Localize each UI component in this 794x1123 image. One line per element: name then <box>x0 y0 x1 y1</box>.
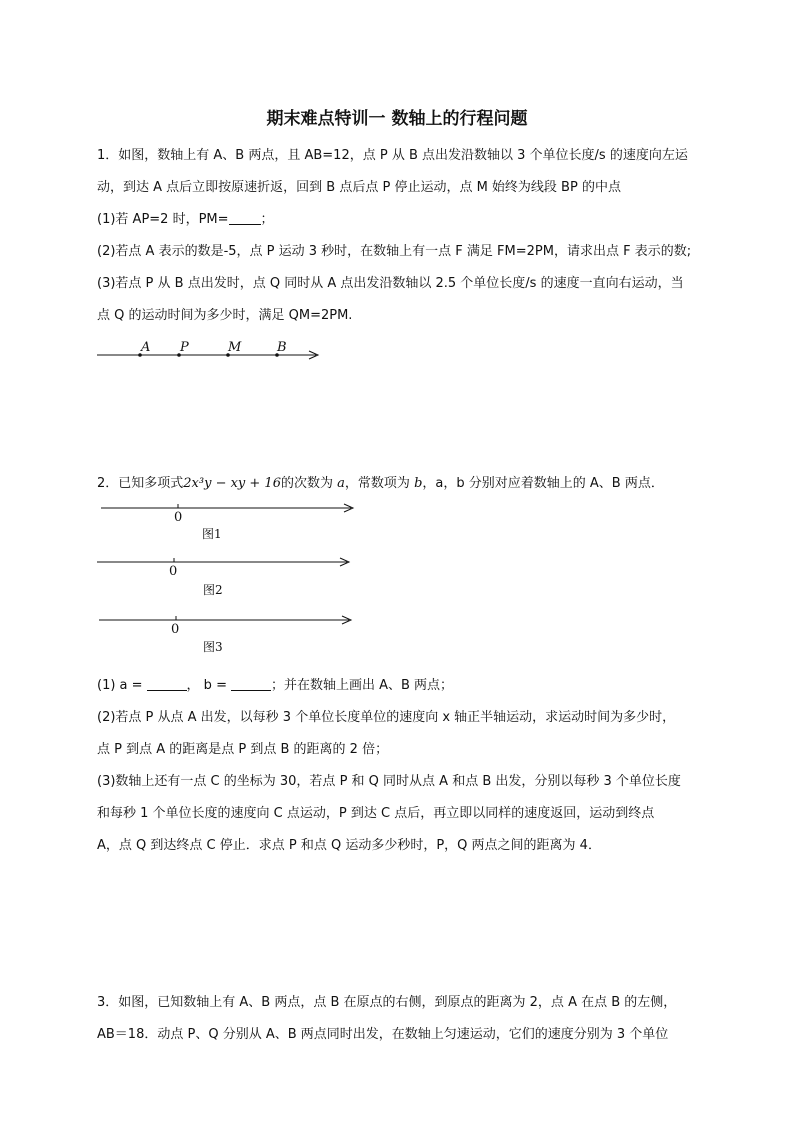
page-title: 期末难点特训一 数轴上的行程问题 <box>266 109 528 129</box>
q2-axis-2-zero: 0 <box>169 564 178 579</box>
q2-var-a: a <box>337 476 345 491</box>
q2-part1-a-blank <box>147 677 187 691</box>
q1-stem-line1: 1．如图，数轴上有 A、B 两点，且 AB=12，点 P 从 B 点出发沿数轴以 3 个单位长度/s 的速度向左运 <box>97 148 688 163</box>
q1-label-p: P <box>180 340 189 355</box>
q1-part3-line1: (3)若点 P 从 B 点出发时，点 Q 同时从 A 点出发沿数轴以 2.5 个单位长度/s 的速度一直向右运动，当 <box>97 276 684 291</box>
q2-polynomial: 2x³y − xy + 16 <box>183 476 281 491</box>
q2-caption-2: 图2 <box>203 583 223 597</box>
q2-stem-mid: 的次数为 <box>280 476 333 491</box>
q2-stem-post: ，a，b 分别对应着数轴上的 A、B 两点． <box>422 476 664 491</box>
q1-label-b: B <box>277 340 287 355</box>
q3-stem-line2: AB＝18．动点 P、Q 分别从 A、B 两点同时出发，在数轴上匀速运动，它们的速度分别为 3 个单位 <box>97 1027 669 1042</box>
q1-part2: (2)若点 A 表示的数是-5，点 P 运动 3 秒时，在数轴上有一点 F 满足 FM=2PM，请求出点 F 表示的数; <box>97 244 692 259</box>
q2-stem-mid2: ，常数项为 <box>344 476 410 491</box>
q2-axis-1-zero: 0 <box>174 510 183 525</box>
q2-part3-line2: 和每秒 1 个单位长度的速度向 C 点运动，P 到达 C 点后，再立即以同样的速度返回，运动到终点 <box>97 806 655 821</box>
q2-stem <box>97 475 664 493</box>
q2-caption-1: 图1 <box>202 527 222 541</box>
q2-caption-3: 图3 <box>203 640 223 654</box>
q1-label-m: M <box>228 340 242 355</box>
q1-part1-end: ； <box>260 212 274 227</box>
q2-part1-post: ；并在数轴上画出 A、B 两点； <box>270 678 454 693</box>
q2-part3-line1: (3)数轴上还有一点 C 的坐标为 30，若点 P 和 Q 同时从点 A 和点 B 出发，分别以每秒 3 个单位长度 <box>97 774 681 789</box>
q2-axis-3-zero: 0 <box>171 622 180 637</box>
q2-part3-line3: A，点 Q 到达终点 C 停止．求点 P 和点 Q 运动多少秒时，P，Q 两点之间的距离为 4． <box>97 838 601 853</box>
q2-var-b: b <box>414 476 423 491</box>
q2-part1-b-blank <box>231 677 271 691</box>
q2-part1-a-label: (1) a = <box>97 678 143 693</box>
q2-part1 <box>97 677 453 695</box>
q2-part2-line2: 点 P 到点 A 的距离是点 P 到点 B 的距离的 2 倍； <box>97 742 389 757</box>
q3-stem-line1: 3．如图，已知数轴上有 A、B 两点，点 B 在原点的右侧，到原点的距离为 2，点 A 在点 B 的左侧， <box>97 995 677 1010</box>
q1-label-a: A <box>141 340 151 355</box>
q2-part2-line1: (2)若点 P 从点 A 出发，以每秒 3 个单位长度单位的速度向 x 轴正半轴运动，求运动时间为多少时， <box>97 710 676 725</box>
q2-stem-pre: 2．已知多项式 <box>97 476 184 491</box>
q2-part1-b-label: ， b = <box>186 678 227 693</box>
q1-stem-line2: 动，到达 A 点后立即按原速折返，回到 B 点后点 P 停止运动，点 M 始终为线段 BP 的中点 <box>97 180 621 195</box>
q1-part3-line2: 点 Q 的运动时间为多少时，满足 QM=2PM. <box>97 308 353 323</box>
q1-part1-text: (1)若 AP=2 时，PM= <box>97 212 229 227</box>
